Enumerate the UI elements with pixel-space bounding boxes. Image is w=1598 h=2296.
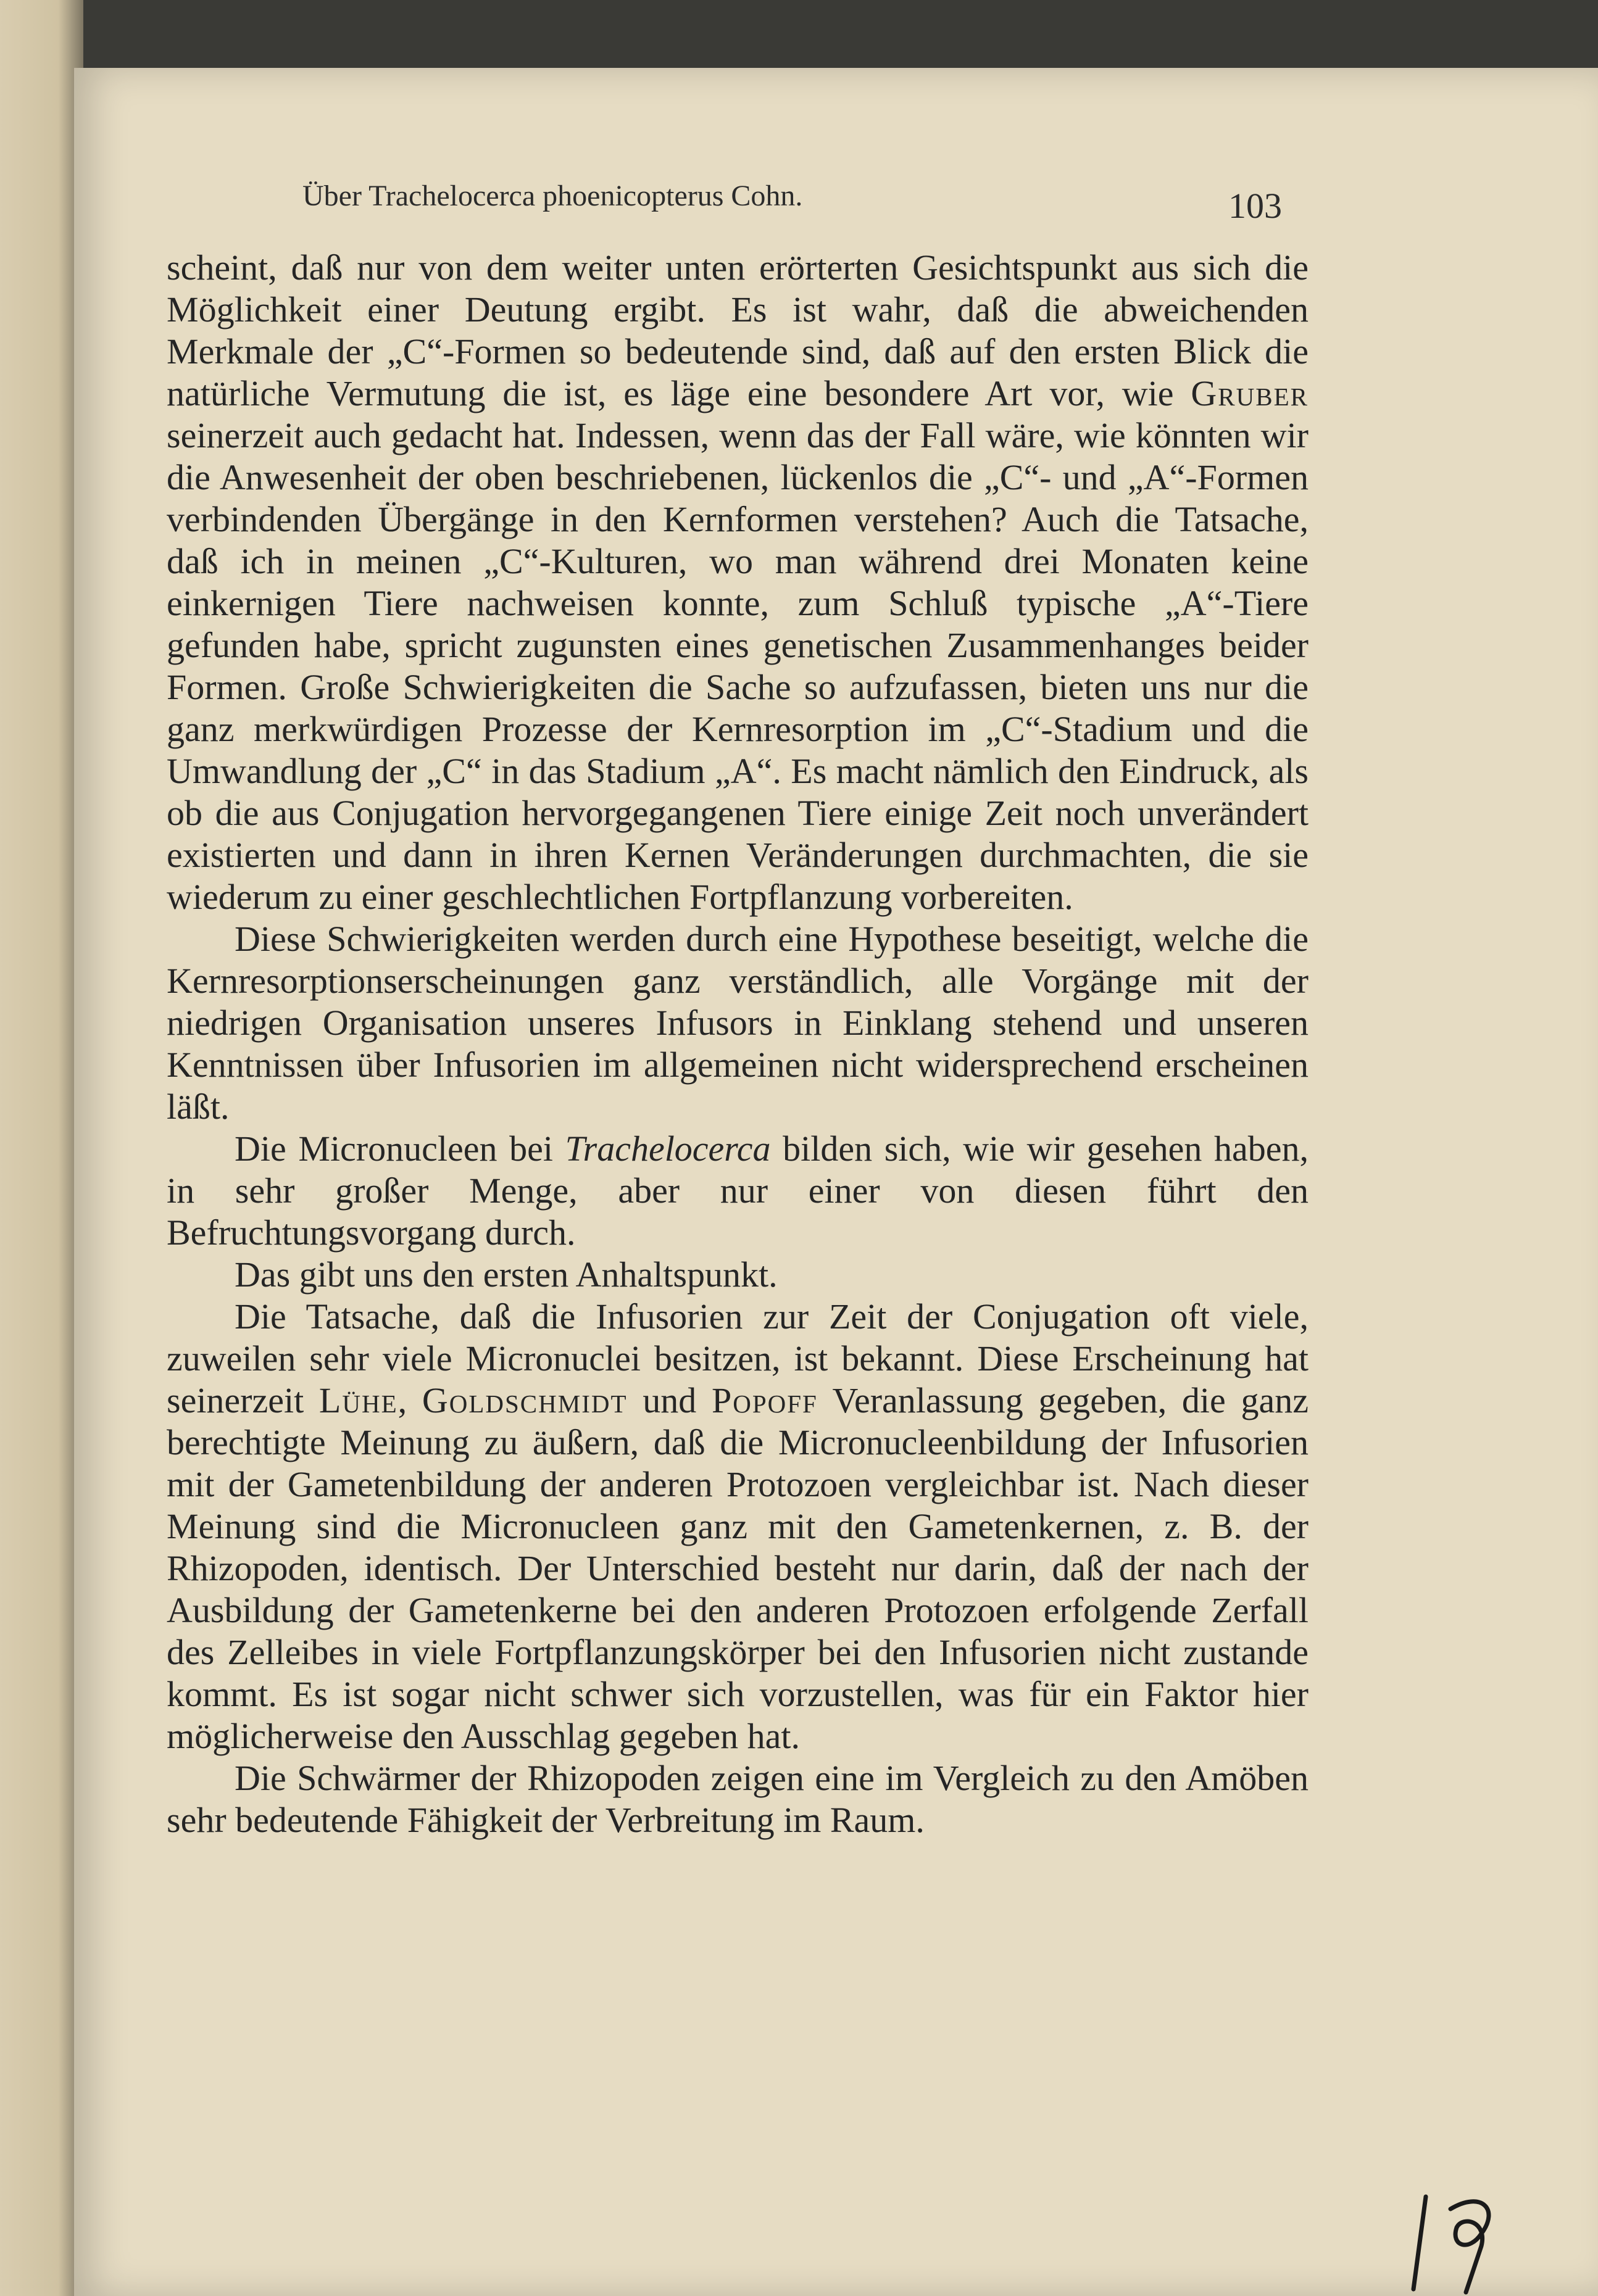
- paragraph: [167, 1296, 1309, 1757]
- text-run: Die Micronucleen bei: [235, 1129, 565, 1169]
- text-run: Veranlassung gegeben, die ganz berechtigte Meinung zu äußern, daß die Micronucleenbildung der Infusorien mit der Gametenbildung der anderen Protozoen vergleichbar ist. Nach dieser Meinung sind die Micronucleen ganz mit den Gametenkernen, z. B. der Rhizopoden, identisch. Der Unterschied besteht nur darin, daß der nach der Ausbildung der Gametenkerne bei den anderen Protozoen erfolgende Zerfall des Zelleibes in viele Fortpflanzungskörper bei den Infusorien nicht zustande kommt. Es ist sogar nicht schwer sich vorzustellen, was für ein Faktor hier möglicherweise den Ausschlag gegeben hat.: [167, 1380, 1309, 1756]
- paragraph: [167, 247, 1309, 918]
- text-run: ,: [397, 1380, 422, 1420]
- author-name: Popoff: [711, 1380, 818, 1420]
- author-name: Goldschmidt: [422, 1380, 628, 1420]
- text-run: Das gibt uns den ersten Anhaltspunkt.: [235, 1254, 778, 1295]
- text-run: Die Schwärmer der Rhizopoden zeigen eine im Vergleich zu den Amöben sehr bedeutende Fähigkeit der Verbreitung im Raum.: [167, 1758, 1309, 1840]
- author-name: Gruber: [1191, 373, 1309, 413]
- author-name: Lühe: [318, 1380, 398, 1420]
- text-run: seinerzeit auch gedacht hat. Indessen, wenn das der Fall wäre, wie könnten wir die Anwesenheit der oben beschriebenen, lückenlos die „C“- und „A“-Formen verbindenden Übergänge in den Kernformen verstehen? Auch die Tatsache, daß ich in meinen „C“-Kulturen, wo man während drei Monaten keine einkernigen Tiere nachweisen konnte, zum Schluß typische „A“-Tiere gefunden habe, spricht zugunsten eines genetischen Zusammenhanges beider Formen. Große Schwierigkeiten die Sache so aufzufassen, bieten uns nur die ganz merkwürdigen Prozesse der Kernresorption im „C“-Stadium und die Umwandlung der „C“ in das Stadium „A“. Es macht nämlich den Eindruck, als ob die aus Conjugation hervorgegangenen Tiere einige Zeit noch unverändert existierten und dann in ihren Kernen Veränderungen durchmachten, die sie wiederum zu einer geschlechtlichen Fortpflanzung vorbereiten.: [167, 415, 1309, 917]
- running-title: Über Trachelocerca phoenicopterus Cohn.: [302, 180, 803, 212]
- paragraph: [167, 1254, 1309, 1296]
- page-number: 103: [1228, 186, 1282, 226]
- text-run: bilden sich, wie wir gesehen haben, in sehr großer Menge, aber nur einer von diesen führt den Befruchtungsvorgang durch.: [167, 1129, 1309, 1253]
- left-page-edge: [0, 0, 83, 2296]
- text-run: scheint, daß nur von dem weiter unten erörterten Gesichtspunkt aus sich die Möglichkeit einer Deutung ergibt. Es ist wahr, daß die abweichenden Merkmale der „C“-Formen so bedeutende sind, daß auf den ersten Blick die natürliche Vermutung die ist, es läge eine besondere Art vor, wie: [167, 247, 1309, 413]
- body-text: [167, 247, 1309, 1841]
- paragraph: [167, 1128, 1309, 1254]
- taxon-name: Trachelocerca: [565, 1129, 771, 1169]
- text-run: Diese Schwierigkeiten werden durch eine Hypothese beseitigt, welche die Kernresorptionserscheinungen ganz verständlich, alle Vorgänge mit der niedrigen Organisation unseres Infusors in Einklang stehend und unseren Kenntnissen über Infusorien im allgemeinen nicht widersprechend erscheinen läßt.: [167, 919, 1309, 1127]
- paragraph: [167, 1757, 1309, 1841]
- text-run: Die Tatsache, daß die Infusorien zur Zeit der Conjugation oft viele, zuweilen sehr viele Micronuclei besitzen, ist bekannt. Diese Erscheinung hat seinerzeit: [167, 1296, 1309, 1420]
- paragraph: [167, 918, 1309, 1128]
- handwritten-folio-mark: [1407, 2184, 1512, 2295]
- text-run: und: [627, 1380, 712, 1420]
